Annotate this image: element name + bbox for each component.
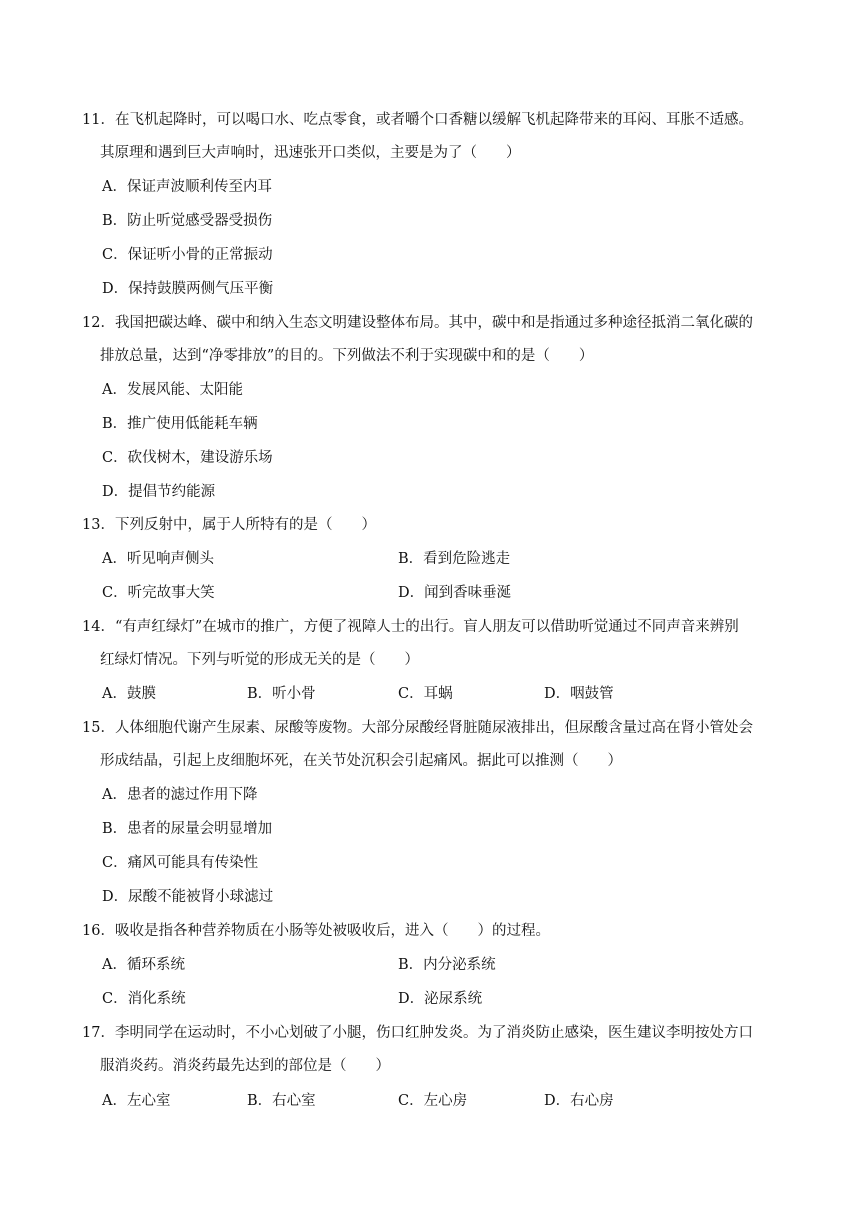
question-15-option-c: C．痛风可能具有传染性 [102, 855, 259, 871]
question-14-option-d: D．咽鼓管 [544, 686, 614, 702]
question-15-stem-line-1: 15．人体细胞代谢产生尿素、尿酸等废物。大部分尿酸经肾脏随尿液排出，但尿酸含量过高在肾小管处会 [82, 720, 753, 736]
question-17-stem-line-2: 服消炎药。消炎药最先达到的部位是（ ） [100, 1058, 390, 1074]
question-16-option-d: D．泌尿系统 [398, 991, 483, 1007]
question-14-option-a: A．鼓膜 [102, 686, 156, 702]
question-12-stem-line-1: 12．我国把碳达峰、碳中和纳入生态文明建设整体布局。其中，碳中和是指通过多种途径抵消二氧化碳的 [82, 315, 753, 331]
question-12-option-b: B．推广使用低能耗车辆 [102, 416, 258, 432]
question-12-option-c: C．砍伐树木，建设游乐场 [102, 450, 273, 466]
question-16-option-a: A．循环系统 [102, 957, 185, 973]
question-13-stem: 13．下列反射中，属于人所特有的是（ ） [82, 517, 376, 533]
question-14-stem-line-2: 红绿灯情况。下列与听觉的形成无关的是（ ） [100, 652, 419, 668]
question-17-option-d: D．右心房 [544, 1093, 614, 1109]
question-16-option-b: B．内分泌系统 [398, 957, 496, 973]
question-12-option-d: D．提倡节约能源 [102, 484, 216, 500]
question-13-option-c: C．听完故事大笑 [102, 585, 215, 601]
question-11-stem-line-2: 其原理和遇到巨大声响时，迅速张开口类似，主要是为了（ ） [100, 145, 521, 161]
question-15-stem-line-2: 形成结晶，引起上皮细胞坏死，在关节处沉积会引起痛风。据此可以推测（ ） [100, 753, 622, 769]
question-11-option-a: A．保证声波顺利传至内耳 [102, 179, 272, 195]
question-15-option-b: B．患者的尿量会明显增加 [102, 821, 273, 837]
question-13-option-a: A．听见响声侧头 [102, 551, 214, 567]
question-13-option-b: B．看到危险逃走 [398, 551, 511, 567]
question-12-stem-line-2: 排放总量，达到“净零排放”的目的。下列做法不利于实现碳中和的是（ ） [100, 348, 594, 364]
question-17-option-b: B．右心室 [247, 1093, 316, 1109]
question-16-stem: 16．吸收是指各种营养物质在小肠等处被吸收后，进入（ ）的过程。 [82, 923, 550, 939]
question-11-option-d: D．保持鼓膜两侧气压平衡 [102, 281, 274, 297]
question-17-option-a: A．左心室 [102, 1093, 171, 1109]
question-15-option-d: D．尿酸不能被肾小球滤过 [102, 889, 274, 905]
question-14-stem-line-1: 14．“有声红绿灯”在城市的推广，方便了视障人士的出行。盲人朋友可以借助听觉通过不同声音来辨别 [82, 619, 739, 635]
question-17-stem-line-1: 17．李明同学在运动时，不小心划破了小腿，伤口红肿发炎。为了消炎防止感染，医生建议李明按处方口 [82, 1025, 753, 1041]
question-14-option-c: C．耳蜗 [398, 686, 453, 702]
question-16-option-c: C．消化系统 [102, 991, 186, 1007]
question-11-stem-line-1: 11．在飞机起降时，可以喝口水、吃点零食，或者嚼个口香糖以缓解飞机起降带来的耳闷、耳胀不适感。 [82, 112, 753, 128]
question-14-option-b: B．听小骨 [247, 686, 316, 702]
question-17-option-c: C．左心房 [398, 1093, 468, 1109]
question-13-option-d: D．闻到香味垂涎 [398, 585, 512, 601]
question-11-option-c: C．保证听小骨的正常振动 [102, 247, 273, 263]
question-15-option-a: A．患者的滤过作用下降 [102, 787, 258, 803]
question-11-option-b: B．防止听觉感受器受损伤 [102, 213, 273, 229]
question-12-option-a: A．发展风能、太阳能 [102, 382, 243, 398]
